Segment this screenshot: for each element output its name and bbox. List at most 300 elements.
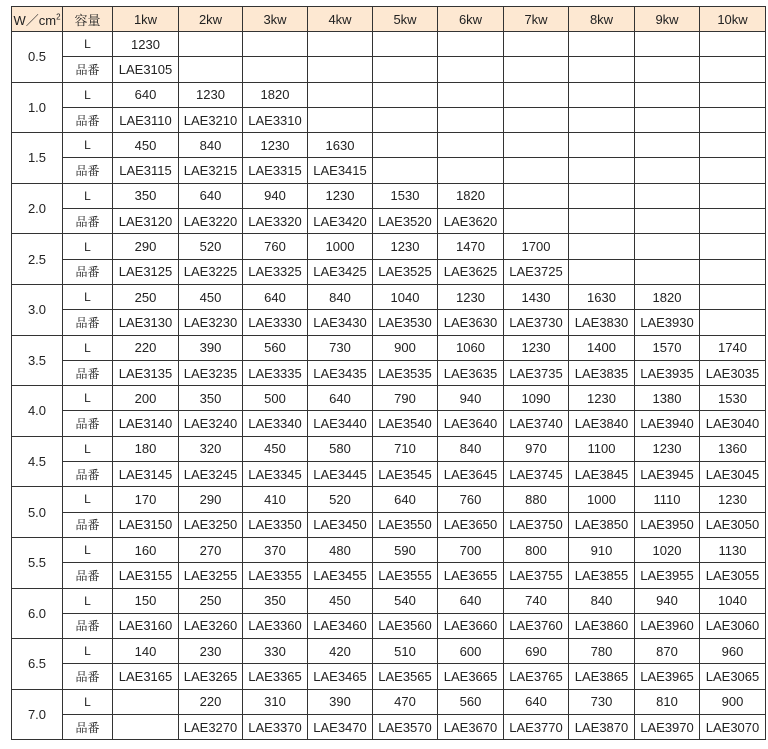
part-number-cell: LAE3555 xyxy=(373,563,438,588)
capacity-cell: 320 xyxy=(179,436,243,461)
part-number-cell: LAE3160 xyxy=(113,613,179,638)
capacity-cell xyxy=(438,82,504,107)
capacity-cell: 970 xyxy=(504,436,569,461)
capacity-cell: 1820 xyxy=(243,82,308,107)
capacity-label: L xyxy=(63,335,113,360)
capacity-cell xyxy=(373,32,438,57)
part-number-cell: LAE3450 xyxy=(308,512,373,537)
part-number-cell: LAE3545 xyxy=(373,462,438,487)
part-number-cell xyxy=(700,158,766,183)
capacity-cell: 520 xyxy=(308,487,373,512)
capacity-cell: 940 xyxy=(243,183,308,208)
capacity-cell: 1430 xyxy=(504,284,569,309)
part-number-cell xyxy=(438,57,504,82)
capacity-cell: 330 xyxy=(243,639,308,664)
capacity-cell: 870 xyxy=(635,639,700,664)
capacity-cell xyxy=(700,32,766,57)
watt-density-cell: 2.0 xyxy=(12,183,63,234)
capacity-cell xyxy=(113,689,179,714)
capacity-cell: 1700 xyxy=(504,234,569,259)
capacity-cell: 270 xyxy=(179,537,243,562)
capacity-cell: 1470 xyxy=(438,234,504,259)
capacity-cell: 880 xyxy=(504,487,569,512)
part-number-cell: LAE3755 xyxy=(504,563,569,588)
part-number-cell: LAE3320 xyxy=(243,209,308,234)
table-row xyxy=(12,335,766,360)
capacity-cell: 150 xyxy=(113,588,179,613)
capacity-cell: 470 xyxy=(373,689,438,714)
part-number-label: 品番 xyxy=(63,664,113,689)
table-body xyxy=(12,32,766,740)
capacity-cell: 500 xyxy=(243,386,308,411)
capacity-cell xyxy=(438,133,504,158)
capacity-cell: 730 xyxy=(569,689,635,714)
capacity-cell: 1130 xyxy=(700,537,766,562)
part-number-cell xyxy=(700,310,766,335)
table-row xyxy=(12,259,766,284)
heater-capacity-table xyxy=(11,6,766,740)
header-watt-density-exponent: 2 xyxy=(56,12,61,22)
part-number-cell: LAE3455 xyxy=(308,563,373,588)
header-watt-density-unit: W／cm xyxy=(13,12,57,28)
header-1kw: 1kw xyxy=(113,7,179,32)
capacity-cell: 1230 xyxy=(438,284,504,309)
capacity-cell: 740 xyxy=(504,588,569,613)
part-number-cell xyxy=(308,57,373,82)
capacity-label: L xyxy=(63,183,113,208)
header-kind: 容量 xyxy=(63,7,113,32)
part-number-cell: LAE3750 xyxy=(504,512,569,537)
part-number-cell: LAE3055 xyxy=(700,563,766,588)
part-number-cell: LAE3110 xyxy=(113,107,179,132)
part-number-cell: LAE3220 xyxy=(179,209,243,234)
watt-density-cell: 2.5 xyxy=(12,234,63,285)
capacity-cell xyxy=(179,32,243,57)
part-number-cell xyxy=(308,107,373,132)
watt-density-cell: 6.5 xyxy=(12,639,63,690)
capacity-cell: 1230 xyxy=(308,183,373,208)
capacity-cell: 640 xyxy=(179,183,243,208)
part-number-cell: LAE3560 xyxy=(373,613,438,638)
part-number-cell: LAE3745 xyxy=(504,462,569,487)
capacity-cell: 580 xyxy=(308,436,373,461)
part-number-cell: LAE3440 xyxy=(308,411,373,436)
capacity-cell: 220 xyxy=(113,335,179,360)
part-number-cell: LAE3150 xyxy=(113,512,179,537)
capacity-label: L xyxy=(63,234,113,259)
header-8kw: 8kw xyxy=(569,7,635,32)
capacity-cell xyxy=(700,183,766,208)
part-number-cell xyxy=(569,57,635,82)
part-number-cell: LAE3955 xyxy=(635,563,700,588)
part-number-cell xyxy=(373,57,438,82)
part-number-cell xyxy=(504,57,569,82)
part-number-cell: LAE3830 xyxy=(569,310,635,335)
part-number-cell xyxy=(700,259,766,284)
part-number-cell: LAE3105 xyxy=(113,57,179,82)
part-number-cell: LAE3930 xyxy=(635,310,700,335)
capacity-cell xyxy=(700,82,766,107)
part-number-cell: LAE3360 xyxy=(243,613,308,638)
capacity-cell: 640 xyxy=(308,386,373,411)
capacity-cell: 180 xyxy=(113,436,179,461)
capacity-cell: 1000 xyxy=(569,487,635,512)
part-number-label: 品番 xyxy=(63,563,113,588)
part-number-cell xyxy=(635,158,700,183)
watt-density-cell: 3.5 xyxy=(12,335,63,386)
capacity-cell: 170 xyxy=(113,487,179,512)
part-number-cell: LAE3520 xyxy=(373,209,438,234)
capacity-cell: 520 xyxy=(179,234,243,259)
part-number-cell: LAE3620 xyxy=(438,209,504,234)
part-number-cell: LAE3835 xyxy=(569,360,635,385)
part-number-cell: LAE3765 xyxy=(504,664,569,689)
capacity-cell xyxy=(700,284,766,309)
watt-density-cell: 3.0 xyxy=(12,284,63,335)
capacity-cell xyxy=(635,234,700,259)
part-number-cell: LAE3650 xyxy=(438,512,504,537)
capacity-cell: 1110 xyxy=(635,487,700,512)
part-number-cell xyxy=(635,107,700,132)
part-number-cell xyxy=(504,209,569,234)
part-number-cell: LAE3565 xyxy=(373,664,438,689)
capacity-cell: 480 xyxy=(308,537,373,562)
capacity-cell: 140 xyxy=(113,639,179,664)
capacity-cell: 230 xyxy=(179,639,243,664)
part-number-cell: LAE3970 xyxy=(635,715,700,740)
part-number-cell: LAE3570 xyxy=(373,715,438,740)
part-number-cell xyxy=(569,158,635,183)
capacity-cell: 1230 xyxy=(635,436,700,461)
capacity-cell: 1040 xyxy=(700,588,766,613)
part-number-cell: LAE3940 xyxy=(635,411,700,436)
capacity-cell xyxy=(569,183,635,208)
capacity-cell: 640 xyxy=(438,588,504,613)
header-3kw: 3kw xyxy=(243,7,308,32)
capacity-cell: 420 xyxy=(308,639,373,664)
capacity-cell: 1630 xyxy=(569,284,635,309)
part-number-cell: LAE3660 xyxy=(438,613,504,638)
capacity-label: L xyxy=(63,133,113,158)
part-number-cell: LAE3060 xyxy=(700,613,766,638)
table-row xyxy=(12,386,766,411)
part-number-label: 品番 xyxy=(63,360,113,385)
part-number-cell xyxy=(373,107,438,132)
part-number-cell: LAE3645 xyxy=(438,462,504,487)
capacity-cell: 160 xyxy=(113,537,179,562)
capacity-cell: 1230 xyxy=(113,32,179,57)
part-number-cell: LAE3845 xyxy=(569,462,635,487)
part-number-cell: LAE3255 xyxy=(179,563,243,588)
capacity-cell: 540 xyxy=(373,588,438,613)
part-number-cell: LAE3120 xyxy=(113,209,179,234)
part-number-cell: LAE3760 xyxy=(504,613,569,638)
capacity-cell: 350 xyxy=(243,588,308,613)
capacity-cell xyxy=(635,82,700,107)
capacity-cell xyxy=(504,133,569,158)
part-number-cell: LAE3630 xyxy=(438,310,504,335)
part-number-cell: LAE3355 xyxy=(243,563,308,588)
capacity-cell: 840 xyxy=(569,588,635,613)
part-number-cell xyxy=(243,57,308,82)
capacity-cell: 250 xyxy=(113,284,179,309)
capacity-cell: 250 xyxy=(179,588,243,613)
capacity-cell: 560 xyxy=(438,689,504,714)
table-row xyxy=(12,133,766,158)
part-number-cell: LAE3435 xyxy=(308,360,373,385)
capacity-cell xyxy=(569,234,635,259)
part-number-cell: LAE3850 xyxy=(569,512,635,537)
part-number-cell xyxy=(569,259,635,284)
part-number-cell: LAE3140 xyxy=(113,411,179,436)
capacity-cell: 1060 xyxy=(438,335,504,360)
capacity-cell: 220 xyxy=(179,689,243,714)
part-number-cell xyxy=(700,209,766,234)
capacity-cell: 1230 xyxy=(504,335,569,360)
part-number-cell: LAE3330 xyxy=(243,310,308,335)
capacity-cell: 900 xyxy=(373,335,438,360)
watt-density-cell: 0.5 xyxy=(12,32,63,83)
capacity-cell: 640 xyxy=(373,487,438,512)
capacity-cell xyxy=(569,32,635,57)
part-number-cell: LAE3730 xyxy=(504,310,569,335)
part-number-label: 品番 xyxy=(63,209,113,234)
capacity-cell: 390 xyxy=(308,689,373,714)
capacity-label: L xyxy=(63,436,113,461)
part-number-cell: LAE3315 xyxy=(243,158,308,183)
table-row xyxy=(12,183,766,208)
part-number-cell: LAE3670 xyxy=(438,715,504,740)
part-number-cell: LAE3735 xyxy=(504,360,569,385)
table-row xyxy=(12,158,766,183)
table-row xyxy=(12,462,766,487)
part-number-cell: LAE3725 xyxy=(504,259,569,284)
capacity-cell xyxy=(438,32,504,57)
table-row xyxy=(12,639,766,664)
capacity-cell: 840 xyxy=(438,436,504,461)
part-number-cell: LAE3365 xyxy=(243,664,308,689)
table-row xyxy=(12,284,766,309)
table-row xyxy=(12,512,766,537)
part-number-cell: LAE3655 xyxy=(438,563,504,588)
capacity-cell: 1000 xyxy=(308,234,373,259)
capacity-cell xyxy=(504,32,569,57)
part-number-cell: LAE3260 xyxy=(179,613,243,638)
capacity-label: L xyxy=(63,32,113,57)
capacity-cell: 940 xyxy=(635,588,700,613)
capacity-cell: 900 xyxy=(700,689,766,714)
table-row xyxy=(12,411,766,436)
capacity-cell: 640 xyxy=(504,689,569,714)
part-number-cell: LAE3470 xyxy=(308,715,373,740)
capacity-cell: 760 xyxy=(243,234,308,259)
part-number-cell: LAE3345 xyxy=(243,462,308,487)
part-number-cell: LAE3350 xyxy=(243,512,308,537)
part-number-cell: LAE3535 xyxy=(373,360,438,385)
capacity-cell: 1360 xyxy=(700,436,766,461)
capacity-cell: 450 xyxy=(179,284,243,309)
table-row xyxy=(12,613,766,638)
table-row xyxy=(12,360,766,385)
capacity-cell: 390 xyxy=(179,335,243,360)
part-number-cell: LAE3040 xyxy=(700,411,766,436)
part-number-cell: LAE3525 xyxy=(373,259,438,284)
part-number-cell xyxy=(700,107,766,132)
part-number-cell: LAE3740 xyxy=(504,411,569,436)
capacity-cell: 600 xyxy=(438,639,504,664)
table-row xyxy=(12,32,766,57)
header-6kw: 6kw xyxy=(438,7,504,32)
spec-table-container xyxy=(11,6,766,740)
capacity-cell: 710 xyxy=(373,436,438,461)
capacity-cell: 1230 xyxy=(569,386,635,411)
table-row xyxy=(12,689,766,714)
capacity-cell: 960 xyxy=(700,639,766,664)
table-row xyxy=(12,487,766,512)
header-2kw: 2kw xyxy=(179,7,243,32)
part-number-label: 品番 xyxy=(63,512,113,537)
part-number-cell: LAE3130 xyxy=(113,310,179,335)
part-number-cell: LAE3640 xyxy=(438,411,504,436)
capacity-label: L xyxy=(63,639,113,664)
capacity-cell xyxy=(700,133,766,158)
part-number-cell: LAE3425 xyxy=(308,259,373,284)
table-row xyxy=(12,209,766,234)
capacity-cell xyxy=(373,133,438,158)
part-number-cell: LAE3770 xyxy=(504,715,569,740)
header-5kw: 5kw xyxy=(373,7,438,32)
capacity-cell: 790 xyxy=(373,386,438,411)
capacity-cell: 730 xyxy=(308,335,373,360)
capacity-cell: 450 xyxy=(243,436,308,461)
capacity-cell: 350 xyxy=(113,183,179,208)
part-number-cell: LAE3935 xyxy=(635,360,700,385)
part-number-label: 品番 xyxy=(63,158,113,183)
part-number-label: 品番 xyxy=(63,259,113,284)
capacity-cell: 450 xyxy=(113,133,179,158)
part-number-cell: LAE3635 xyxy=(438,360,504,385)
part-number-cell xyxy=(569,209,635,234)
part-number-cell: LAE3840 xyxy=(569,411,635,436)
capacity-label: L xyxy=(63,284,113,309)
capacity-cell xyxy=(504,82,569,107)
part-number-cell: LAE3135 xyxy=(113,360,179,385)
part-number-cell: LAE3165 xyxy=(113,664,179,689)
part-number-label: 品番 xyxy=(63,715,113,740)
capacity-cell xyxy=(700,234,766,259)
table-row xyxy=(12,57,766,82)
part-number-cell: LAE3950 xyxy=(635,512,700,537)
part-number-cell: LAE3070 xyxy=(700,715,766,740)
part-number-cell: LAE3460 xyxy=(308,613,373,638)
part-number-cell xyxy=(700,57,766,82)
part-number-cell: LAE3540 xyxy=(373,411,438,436)
part-number-label: 品番 xyxy=(63,57,113,82)
capacity-label: L xyxy=(63,588,113,613)
part-number-label: 品番 xyxy=(63,411,113,436)
watt-density-cell: 1.0 xyxy=(12,82,63,133)
capacity-cell: 1230 xyxy=(700,487,766,512)
table-row xyxy=(12,537,766,562)
capacity-cell: 700 xyxy=(438,537,504,562)
capacity-cell: 450 xyxy=(308,588,373,613)
capacity-cell: 640 xyxy=(113,82,179,107)
capacity-cell: 1570 xyxy=(635,335,700,360)
table-row xyxy=(12,664,766,689)
part-number-cell xyxy=(569,107,635,132)
part-number-cell xyxy=(635,57,700,82)
part-number-cell: LAE3270 xyxy=(179,715,243,740)
capacity-cell xyxy=(308,82,373,107)
part-number-cell: LAE3045 xyxy=(700,462,766,487)
part-number-cell: LAE3960 xyxy=(635,613,700,638)
part-number-cell: LAE3250 xyxy=(179,512,243,537)
capacity-cell xyxy=(635,183,700,208)
table-row xyxy=(12,107,766,132)
part-number-cell: LAE3870 xyxy=(569,715,635,740)
part-number-cell: LAE3415 xyxy=(308,158,373,183)
part-number-cell: LAE3465 xyxy=(308,664,373,689)
part-number-cell: LAE3335 xyxy=(243,360,308,385)
part-number-label: 品番 xyxy=(63,462,113,487)
table-row xyxy=(12,436,766,461)
capacity-cell: 840 xyxy=(179,133,243,158)
part-number-cell: LAE3225 xyxy=(179,259,243,284)
part-number-cell: LAE3945 xyxy=(635,462,700,487)
part-number-cell: LAE3240 xyxy=(179,411,243,436)
part-number-cell: LAE3855 xyxy=(569,563,635,588)
capacity-cell: 1530 xyxy=(700,386,766,411)
table-row xyxy=(12,234,766,259)
part-number-cell: LAE3155 xyxy=(113,563,179,588)
part-number-cell: LAE3430 xyxy=(308,310,373,335)
part-number-cell: LAE3050 xyxy=(700,512,766,537)
part-number-cell: LAE3235 xyxy=(179,360,243,385)
capacity-cell: 800 xyxy=(504,537,569,562)
capacity-cell xyxy=(373,82,438,107)
capacity-cell xyxy=(635,32,700,57)
header-watt-density xyxy=(12,7,63,32)
capacity-cell: 350 xyxy=(179,386,243,411)
capacity-cell: 510 xyxy=(373,639,438,664)
capacity-cell: 560 xyxy=(243,335,308,360)
part-number-cell: LAE3245 xyxy=(179,462,243,487)
part-number-cell: LAE3625 xyxy=(438,259,504,284)
watt-density-cell: 5.5 xyxy=(12,537,63,588)
part-number-cell: LAE3860 xyxy=(569,613,635,638)
capacity-cell: 290 xyxy=(179,487,243,512)
part-number-cell xyxy=(635,259,700,284)
capacity-label: L xyxy=(63,487,113,512)
capacity-cell: 1820 xyxy=(635,284,700,309)
capacity-cell: 370 xyxy=(243,537,308,562)
part-number-cell: LAE3230 xyxy=(179,310,243,335)
table-row xyxy=(12,82,766,107)
part-number-cell xyxy=(438,158,504,183)
capacity-cell: 1230 xyxy=(243,133,308,158)
capacity-cell: 590 xyxy=(373,537,438,562)
part-number-label: 品番 xyxy=(63,310,113,335)
capacity-cell: 1530 xyxy=(373,183,438,208)
part-number-cell: LAE3310 xyxy=(243,107,308,132)
capacity-label: L xyxy=(63,82,113,107)
part-number-cell: LAE3265 xyxy=(179,664,243,689)
part-number-cell: LAE3115 xyxy=(113,158,179,183)
capacity-cell: 940 xyxy=(438,386,504,411)
watt-density-cell: 7.0 xyxy=(12,689,63,740)
capacity-cell: 410 xyxy=(243,487,308,512)
part-number-cell: LAE3420 xyxy=(308,209,373,234)
